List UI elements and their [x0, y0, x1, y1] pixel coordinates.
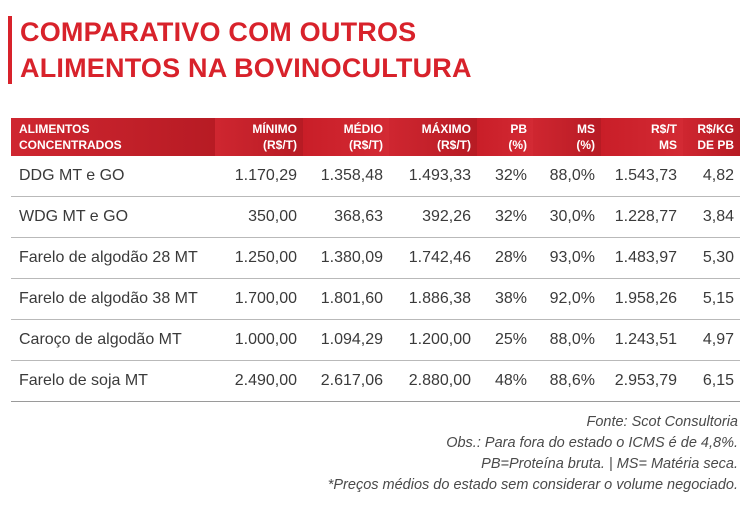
table-cell-col-minimo: 1.000,00 [215, 320, 303, 361]
table-cell-col-maximo: 1.886,38 [389, 279, 477, 320]
icms-note: Obs.: Para fora do estado o ICMS é de 4,8%. [446, 435, 738, 451]
table-cell-col-pb: 48% [477, 361, 533, 402]
table-cell-col-rskg-pb: 4,97 [683, 320, 740, 361]
table-cell-col-ms: 88,0% [533, 320, 601, 361]
table-cell-col-pb: 25% [477, 320, 533, 361]
table-cell-col-ms: 92,0% [533, 279, 601, 320]
table-row [11, 279, 740, 320]
table-cell-col-alimentos: Caroço de algodão MT [11, 320, 215, 361]
table-cell-col-pb: 28% [477, 238, 533, 279]
header-line: R$/T [650, 122, 677, 136]
header-line: (%) [576, 138, 595, 152]
header-col-medio [303, 118, 389, 156]
header-line: MS [577, 122, 595, 136]
header-line: ALIMENTOS [19, 122, 90, 136]
table-cell-col-ms: 88,0% [533, 156, 601, 197]
header-line: MÉDIO [343, 122, 383, 136]
header-col-rst-ms [601, 118, 683, 156]
header-line: (R$/T) [437, 138, 471, 152]
table-cell-col-rst-ms: 1.958,26 [601, 279, 683, 320]
table-cell-col-minimo: 1.700,00 [215, 279, 303, 320]
table-cell-col-rst-ms: 1.483,97 [601, 238, 683, 279]
table-cell-col-maximo: 1.200,00 [389, 320, 477, 361]
header-line: (R$/T) [263, 138, 297, 152]
header-col-pb [477, 118, 533, 156]
table-cell-col-maximo: 2.880,00 [389, 361, 477, 402]
header-line: (%) [508, 138, 527, 152]
table-row [11, 156, 740, 197]
header-col-minimo [215, 118, 303, 156]
table-cell-col-rskg-pb: 4,82 [683, 156, 740, 197]
page-title [20, 14, 472, 86]
table-cell-col-medio: 1.094,29 [303, 320, 389, 361]
table-cell-col-pb: 38% [477, 279, 533, 320]
table-cell-col-medio: 1.380,09 [303, 238, 389, 279]
table-cell-col-alimentos: Farelo de soja MT [11, 361, 215, 402]
table-header [11, 118, 740, 156]
header-col-maximo [389, 118, 477, 156]
header-line: DE PB [697, 138, 734, 152]
footnote: *Preços médios do estado sem considerar o volume negociado. [327, 477, 738, 493]
table-cell-col-maximo: 1.493,33 [389, 156, 477, 197]
table-cell-col-ms: 30,0% [533, 197, 601, 238]
table-cell-col-medio: 2.617,06 [303, 361, 389, 402]
source-note: Fonte: Scot Consultoria [586, 414, 738, 430]
table-cell-col-alimentos: WDG MT e GO [11, 197, 215, 238]
comparison-table [11, 118, 740, 402]
table-cell-col-medio: 1.358,48 [303, 156, 389, 197]
table-cell-col-rst-ms: 2.953,79 [601, 361, 683, 402]
header-line: R$/KG [697, 122, 734, 136]
table-cell-col-rskg-pb: 3,84 [683, 197, 740, 238]
header-line: MÍNIMO [252, 122, 297, 136]
table-cell-col-ms: 93,0% [533, 238, 601, 279]
table-row [11, 238, 740, 279]
table-cell-col-rskg-pb: 5,15 [683, 279, 740, 320]
table-cell-col-pb: 32% [477, 197, 533, 238]
title-line-2: ALIMENTOS NA BOVINOCULTURA [20, 53, 472, 83]
table-cell-col-minimo: 2.490,00 [215, 361, 303, 402]
header-col-alimentos [11, 118, 215, 156]
header-col-ms [533, 118, 601, 156]
table-cell-col-minimo: 1.250,00 [215, 238, 303, 279]
table-cell-col-rskg-pb: 6,15 [683, 361, 740, 402]
table-cell-col-minimo: 350,00 [215, 197, 303, 238]
legend-note: PB=Proteína bruta. | MS= Matéria seca. [481, 456, 738, 472]
table-cell-col-maximo: 392,26 [389, 197, 477, 238]
table-cell-col-alimentos: DDG MT e GO [11, 156, 215, 197]
header-line: (R$/T) [349, 138, 383, 152]
table-cell-col-rskg-pb: 5,30 [683, 238, 740, 279]
header-col-rskg-pb [683, 118, 740, 156]
table-cell-col-maximo: 1.742,46 [389, 238, 477, 279]
table-cell-col-medio: 368,63 [303, 197, 389, 238]
table-cell-col-rst-ms: 1.228,77 [601, 197, 683, 238]
header-line: PB [510, 122, 527, 136]
notes [328, 412, 738, 496]
table-row [11, 320, 740, 361]
header-line: CONCENTRADOS [19, 138, 122, 152]
table-cell-col-ms: 88,6% [533, 361, 601, 402]
table-cell-col-rst-ms: 1.243,51 [601, 320, 683, 361]
table-row [11, 361, 740, 402]
header-row [11, 118, 740, 156]
table-cell-col-alimentos: Farelo de algodão 38 MT [11, 279, 215, 320]
table-cell-col-rst-ms: 1.543,73 [601, 156, 683, 197]
table-cell-col-minimo: 1.170,29 [215, 156, 303, 197]
header-line: MÁXIMO [421, 122, 471, 136]
table-cell-col-medio: 1.801,60 [303, 279, 389, 320]
title-line-1: COMPARATIVO COM OUTROS [20, 17, 417, 47]
table-body [11, 156, 740, 402]
table-cell-col-alimentos: Farelo de algodão 28 MT [11, 238, 215, 279]
table-row [11, 197, 740, 238]
table-cell-col-pb: 32% [477, 156, 533, 197]
header-line: MS [659, 138, 677, 152]
title-accent-bar [8, 16, 12, 84]
